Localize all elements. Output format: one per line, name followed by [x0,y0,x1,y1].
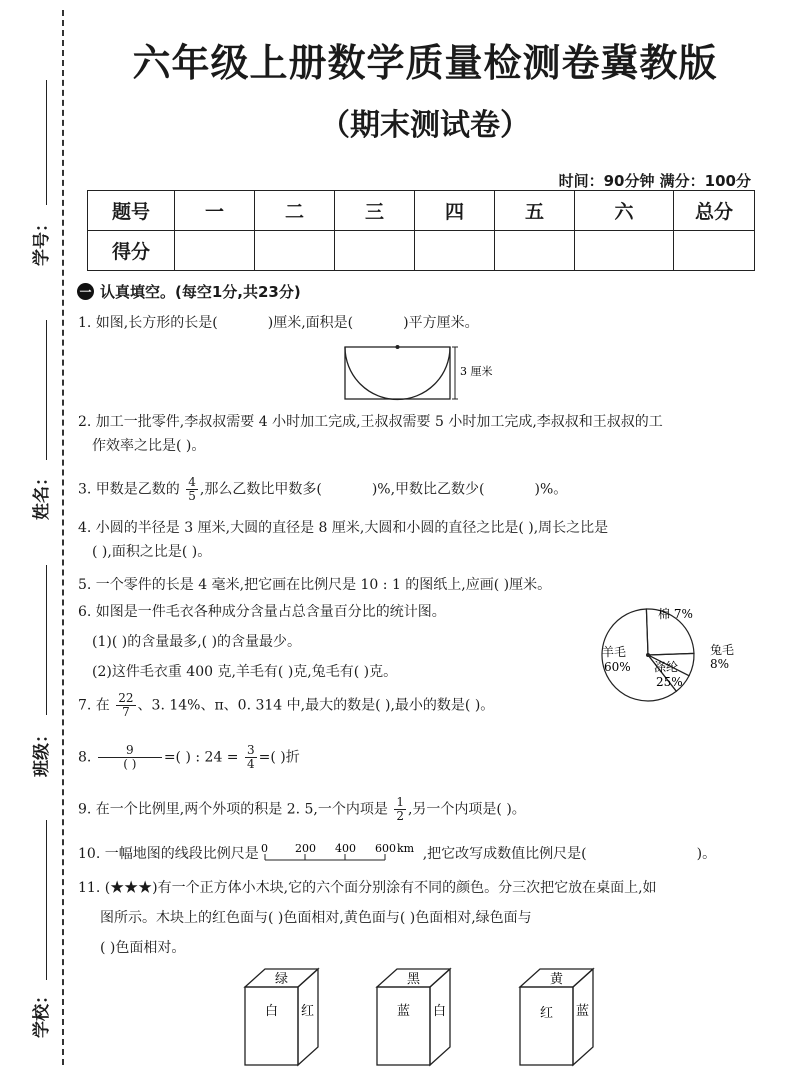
score-col-header: 二 [255,191,335,231]
cube-face-right: 蓝 [576,1004,590,1019]
page-title: 六年级上册数学质量检测卷冀教版 [132,41,718,85]
name-field [8,320,52,520]
q2-line: 2. 加工一批零件,李叔叔需要 4 小时加工完成,王叔叔需要 5 小时加工完成,李叔叔和王叔叔的工 [78,414,663,430]
q5-text: 5. 一个零件的长是 4 毫米,把它画在比例尺是 10 : 1 的图纸上,应画( )厘米。 [78,577,552,593]
question-8 [78,744,300,771]
q7-text: 7. 在 [78,697,110,714]
q3-text: )%。 [534,481,568,498]
q10-text: ,把它改写成数值比例尺是( [422,846,587,862]
section-number-badge: 一 [77,283,94,300]
q1-rectangle-semicircle-figure [335,340,505,402]
fraction [394,796,406,823]
fraction [186,476,198,503]
question-10 [78,840,716,866]
pie-label-tumao: 兔毛 [710,643,735,657]
score-table [87,190,755,271]
q10-text: 10. 一幅地图的线段比例尺是 [78,846,259,862]
question-7 [78,692,494,719]
q11-line: 图所示。木块上的红色面与( )色面相对,黄色面与( )色面相对,绿色面与 [100,910,532,926]
score-cell[interactable] [175,231,255,271]
line-scale-bar [261,840,421,866]
score-cell[interactable] [255,231,335,271]
score-cell[interactable] [575,231,674,271]
q6-line: (2)这件毛衣重 400 克,羊毛有( )克,兔毛有( )克。 [92,664,398,680]
school-field [8,820,52,1050]
scale-tick-label: 400 [334,842,356,855]
question-6 [78,600,446,684]
denominator: 2 [396,809,404,823]
section-heading [77,281,301,302]
numerator: 3 [246,743,255,757]
class-field [8,565,52,777]
denominator: 4 [246,757,255,771]
q11-line: ( )色面相对。 [100,940,186,956]
cube-view-2 [372,965,462,1070]
q4-line: ( ),面积之比是( )。 [92,544,212,560]
question-11 [78,873,657,963]
cube-face-right: 白 [433,1004,447,1019]
score-cell[interactable] [415,231,495,271]
cube-face-right: 红 [301,1004,315,1019]
denominator: ( ) [123,757,137,771]
pie-label-yangmao-pct: 60% [604,660,631,674]
score-col-header: 五 [495,191,575,231]
time-info: 时间：90分钟 满分：100分 [558,172,751,190]
school-label: 学校： [32,987,52,1038]
score-cell[interactable] [674,231,755,271]
score-col-header: 一 [175,191,255,231]
score-col-header: 三 [335,191,415,231]
cube-face-top: 黄 [550,972,564,987]
class-label: 班级： [32,726,52,777]
denominator: 5 [188,489,196,503]
q9-text: ,另一个内项是( )。 [407,801,526,818]
pie-label-tumao-pct: 8% [710,657,730,671]
pie-label-mian: 棉 7% [658,607,693,621]
score-col-header: 六 [575,191,674,231]
numerator: 22 [118,691,134,705]
question-9 [78,796,526,823]
cube-face-front: 红 [540,1006,554,1021]
q8-text: 8. [78,749,92,766]
question-1 [78,311,479,335]
scale-tick-label: 200 [294,842,316,855]
numerator: 1 [396,795,404,809]
q2-line: 作效率之比是( )。 [92,438,206,454]
question-3 [78,476,567,503]
student-id-line[interactable] [46,80,47,205]
q11-line: 11. (★★★)有一个正方体小木块,它的六个面分别涂有不同的颜色。分三次把它放在桌面上,如 [78,880,657,896]
cube-face-front: 蓝 [397,1004,411,1019]
fraction [98,744,162,771]
fraction [116,692,135,719]
cube-face-front: 白 [265,1004,279,1019]
score-col-header: 四 [415,191,495,231]
q7-text: 、3. 14%、π、0. 314 中,最大的数是( ),最小的数是( )。 [137,697,495,714]
scale-tick-label: 0 [260,842,268,855]
q6-line: (1)( )的含量最多,( )的含量最少。 [92,634,302,650]
score-row-header: 题号 [88,191,175,231]
school-line[interactable] [46,820,47,980]
question-4 [78,516,608,564]
numerator: 4 [188,475,196,489]
student-id-field [8,80,52,270]
question-5 [78,573,551,597]
question-2 [78,410,663,458]
cube-face-top: 绿 [275,972,289,987]
q1-text: 1. 如图,长方形的长是( [78,315,218,331]
q1-figure-label: 3 厘米 [460,365,493,378]
name-label: 姓名： [32,469,52,520]
pie-label-dilun: 涤纶 [654,660,679,674]
cube-face-top: 黑 [407,972,421,987]
class-line[interactable] [46,565,47,715]
q1-text: )平方厘米。 [403,315,479,331]
denominator: 7 [122,705,130,719]
student-id-label: 学号： [32,215,52,266]
cube-view-3 [515,965,605,1070]
score-col-header: 总分 [674,191,755,231]
score-cell[interactable] [495,231,575,271]
q4-line: 4. 小圆的半径是 3 厘米,大圆的直径是 8 厘米,大圆和小圆的直径之比是( ),周长之比是 [78,520,609,536]
fraction [245,744,257,771]
q3-text: )%,甲数比乙数少( [371,481,485,498]
pie-label-dilun-pct: 25% [656,675,683,689]
section-title: 认真填空。(每空1分,共23分) [100,283,301,301]
binding-dashed-line [62,10,64,1065]
q1-text: )厘米,面积是( [267,315,354,331]
name-line[interactable] [46,320,47,460]
q8-text: =( ) : 24 = [163,749,239,766]
q3-text: ,那么乙数比甲数多( [199,481,322,498]
q9-text: 9. 在一个比例里,两个外项的积是 2. 5,一个内项是 [78,801,388,818]
score-row-header: 得分 [88,231,175,271]
q10-text: )。 [696,846,717,862]
cube-view-1 [240,965,330,1070]
q6-line: 6. 如图是一件毛衣各种成分含量占总含量百分比的统计图。 [78,604,446,620]
scale-tick-label: 600 [374,842,396,855]
q8-text: =( )折 [258,749,300,766]
pie-label-yangmao: 羊毛 [602,645,627,659]
scale-unit: km [396,842,414,855]
wool-composition-pie-chart [598,604,748,706]
score-cell[interactable] [335,231,415,271]
score-table-score-row [88,231,755,271]
page-subtitle: （期末测试卷） [320,108,530,143]
numerator: 9 [98,744,162,758]
q3-text: 3. 甲数是乙数的 [78,481,180,498]
score-table-header-row [88,191,755,231]
